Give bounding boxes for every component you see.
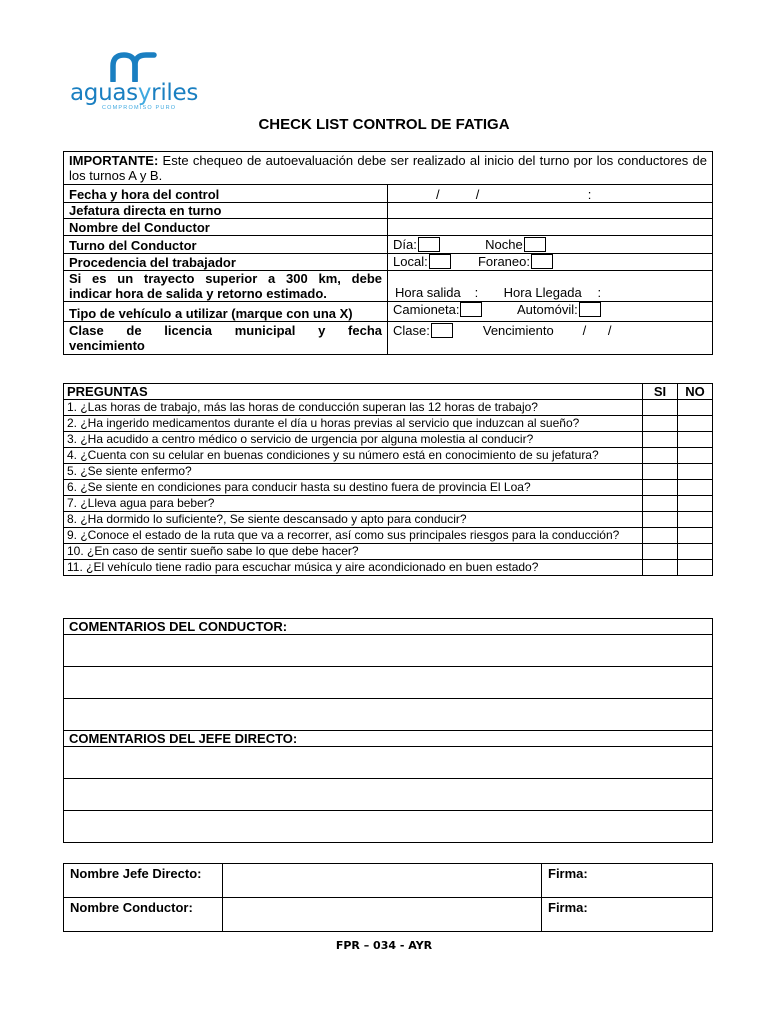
nombre-field[interactable] <box>388 219 713 236</box>
turno-noche-label: Noche <box>485 237 523 252</box>
comentarios-jefe-line[interactable] <box>64 779 713 811</box>
logo-mark-icon <box>110 52 160 82</box>
procedencia-foraneo-label: Foraneo: <box>477 254 530 269</box>
answer-si-cell[interactable] <box>643 432 678 448</box>
table-row <box>64 416 713 432</box>
procedencia-row <box>64 254 713 271</box>
licencia-clase-box[interactable] <box>431 323 453 338</box>
question-text: 10. ¿En caso de sentir sueño sabe lo que debe hacer? <box>64 544 643 560</box>
licencia-field <box>388 322 713 355</box>
question-text: 4. ¿Cuenta con su celular en buenas condiciones y su número está en conocimiento de su jefatura? <box>64 448 643 464</box>
comments-table <box>63 618 713 843</box>
licencia-clase-label: Clase: <box>393 323 430 338</box>
answer-si-cell[interactable] <box>643 528 678 544</box>
comentarios-conductor-line[interactable] <box>64 699 713 731</box>
table-row <box>64 400 713 416</box>
procedencia-label: Procedencia del trabajador <box>64 254 388 271</box>
logo-tagline: COMPROMISO PURO <box>102 105 177 111</box>
trayecto-label: Si es un trayecto superior a 300 km, debe indicar hora de salida y retorno estimado. <box>64 271 388 302</box>
signature-table <box>63 863 713 932</box>
table-row <box>64 544 713 560</box>
licencia-row <box>64 322 713 355</box>
question-text: 8. ¿Ha dormido lo suficiente?, Se siente descansado y apto para conducir? <box>64 512 643 528</box>
nombre-label: Nombre del Conductor <box>64 219 388 236</box>
nombre-conductor-label: Nombre Conductor: <box>64 898 223 932</box>
procedencia-local-checkbox[interactable] <box>429 254 451 269</box>
procedencia-field <box>388 254 713 271</box>
answer-no-cell[interactable] <box>678 432 713 448</box>
document-code: FPR – 034 - AYR <box>335 939 433 952</box>
answer-si-cell[interactable] <box>643 400 678 416</box>
answer-no-cell[interactable] <box>678 528 713 544</box>
comentarios-conductor-heading: COMENTARIOS DEL CONDUCTOR: <box>64 619 713 635</box>
vehiculo-automovil-label: Automóvil: <box>517 302 578 317</box>
answer-si-cell[interactable] <box>643 448 678 464</box>
turno-noche-checkbox[interactable] <box>524 237 546 252</box>
answer-si-cell[interactable] <box>643 512 678 528</box>
fecha-row <box>64 185 713 203</box>
turno-dia-checkbox[interactable] <box>418 237 440 252</box>
question-text: 5. ¿Se siente enfermo? <box>64 464 643 480</box>
question-text: 11. ¿El vehículo tiene radio para escuchar música y aire acondicionado en buen estado? <box>64 560 643 576</box>
fecha-field[interactable]: / / : <box>388 185 713 203</box>
firma-jefe-field[interactable]: Firma: <box>542 864 713 898</box>
table-row <box>64 512 713 528</box>
answer-no-cell[interactable] <box>678 496 713 512</box>
jefe-signature-row <box>64 864 713 898</box>
table-row <box>64 528 713 544</box>
table-row <box>64 496 713 512</box>
answer-si-cell[interactable] <box>643 464 678 480</box>
turno-dia-label: Día: <box>393 237 417 252</box>
comentarios-jefe-line[interactable] <box>64 747 713 779</box>
nombre-conductor-field[interactable] <box>223 898 542 932</box>
question-text: 6. ¿Se siente en condiciones para conducir hasta su destino fuera de provincia El Loa? <box>64 480 643 496</box>
table-row <box>64 448 713 464</box>
answer-si-cell[interactable] <box>643 544 678 560</box>
question-text: 9. ¿Conoce el estado de la ruta que va a recorrer, así como sus principales riesgos para la conducción? <box>64 528 643 544</box>
table-row <box>64 480 713 496</box>
vehiculo-camioneta-label: Camioneta: <box>393 302 460 317</box>
nombre-jefe-field[interactable] <box>223 864 542 898</box>
procedencia-foraneo-checkbox[interactable] <box>531 254 553 269</box>
answer-si-cell[interactable] <box>643 416 678 432</box>
comentarios-jefe-line[interactable] <box>64 811 713 843</box>
vehiculo-row <box>64 302 713 322</box>
driver-info-table <box>63 151 713 355</box>
jefatura-row <box>64 203 713 219</box>
conductor-signature-row <box>64 898 713 932</box>
answer-si-cell[interactable] <box>643 496 678 512</box>
important-note: IMPORTANTE: Este chequeo de autoevaluación debe ser realizado al inicio del turno por los conductores de los turnos A y B. <box>64 152 713 185</box>
table-row <box>64 560 713 576</box>
vehiculo-label: Tipo de vehículo a utilizar (marque con una X) <box>64 302 388 322</box>
nombre-jefe-label: Nombre Jefe Directo: <box>64 864 223 898</box>
questions-header: PREGUNTAS <box>64 384 643 400</box>
answer-no-cell[interactable] <box>678 400 713 416</box>
fecha-label: Fecha y hora del control <box>64 185 388 203</box>
nombre-row <box>64 219 713 236</box>
turno-field <box>388 236 713 254</box>
answer-no-cell[interactable] <box>678 464 713 480</box>
important-row <box>64 152 713 185</box>
questions-table <box>63 383 713 576</box>
logo-wordmark: aguasyriles <box>70 80 199 106</box>
answer-no-cell[interactable] <box>678 480 713 496</box>
vehiculo-field <box>388 302 713 322</box>
answer-no-cell[interactable] <box>678 512 713 528</box>
trayecto-row <box>64 271 713 302</box>
turno-label: Turno del Conductor <box>64 236 388 254</box>
answer-no-cell[interactable] <box>678 560 713 576</box>
si-header: SI <box>643 384 678 400</box>
turno-row <box>64 236 713 254</box>
table-row <box>64 432 713 448</box>
procedencia-local-label: Local: <box>393 254 428 269</box>
question-text: 2. ¿Ha ingerido medicamentos durante el día u horas previas al servicio que induzcan al sueño? <box>64 416 643 432</box>
company-logo <box>70 52 210 114</box>
licencia-vencimiento-field[interactable]: Vencimiento / / <box>482 323 612 338</box>
answer-no-cell[interactable] <box>678 544 713 560</box>
answer-si-cell[interactable] <box>643 480 678 496</box>
comentarios-conductor-line[interactable] <box>64 635 713 667</box>
jefatura-label: Jefatura directa en turno <box>64 203 388 219</box>
question-text: 3. ¿Ha acudido a centro médico o servicio de urgencia por alguna molestia al conducir? <box>64 432 643 448</box>
horario-field[interactable]: Hora salida : Hora Llegada : <box>388 271 713 302</box>
document-title: CHECK LIST CONTROL DE FATIGA <box>258 116 510 133</box>
answer-no-cell[interactable] <box>678 448 713 464</box>
licencia-label: Clase de licencia municipal y fecha vencimiento <box>64 322 388 355</box>
table-row <box>64 464 713 480</box>
no-header: NO <box>678 384 713 400</box>
comentarios-jefe-heading: COMENTARIOS DEL JEFE DIRECTO: <box>64 731 713 747</box>
question-text: 7. ¿Lleva agua para beber? <box>64 496 643 512</box>
comentarios-conductor-line[interactable] <box>64 667 713 699</box>
answer-si-cell[interactable] <box>643 560 678 576</box>
vehiculo-automovil-checkbox[interactable] <box>579 302 601 317</box>
jefatura-field[interactable] <box>388 203 713 219</box>
vehiculo-camioneta-checkbox[interactable] <box>460 302 482 317</box>
firma-conductor-field[interactable]: Firma: <box>542 898 713 932</box>
question-text: 1. ¿Las horas de trabajo, más las horas de conducción superan las 12 horas de trabajo? <box>64 400 643 416</box>
questions-header-row <box>64 384 713 400</box>
answer-no-cell[interactable] <box>678 416 713 432</box>
